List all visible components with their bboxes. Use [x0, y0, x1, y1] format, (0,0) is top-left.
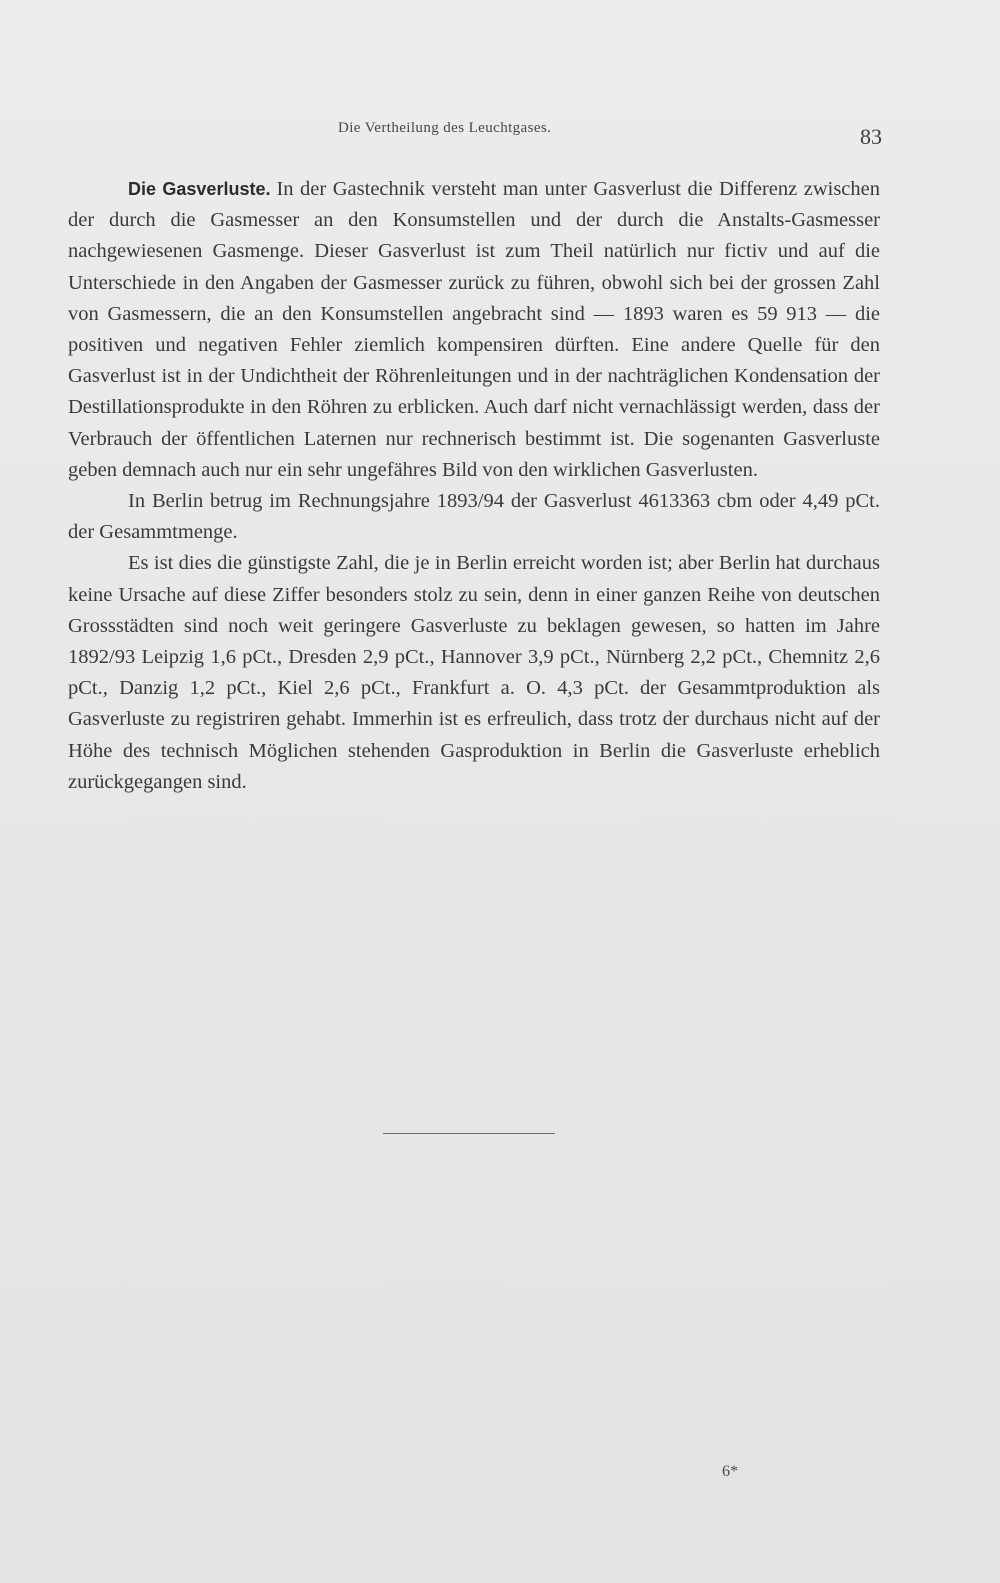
section-gasverluste	[68, 174, 880, 798]
page-number: 83	[860, 124, 882, 149]
paragraph-3: Es ist dies die günstigste Zahl, die je in Berlin erreicht worden ist; aber Berlin hat durchaus keine Ursache auf diese Ziffer besonders stolz zu sein, denn in einer ganzen Reihe von deutschen Grossstädten sind noch weit geringere Gasverluste zu beklagen gewesen, so hatten im Jahre 1892/93 Leipzig 1,6 pCt., Dresden 2,9 pCt., Hannover 3,9 pCt., Nürnberg 2,2 pCt., Chemnitz 2,6 pCt., Danzig 1,2 pCt., Kiel 2,6 pCt., Frankfurt a. O. 4,3 pCt. der Gesammtproduktion als Gasverluste zu registriren gehabt. Immerhin ist es erfreulich, dass trotz der durchaus nicht auf der Höhe des technisch Möglichen stehenden Gasproduktion in Berlin die Gasverluste erheblich zurückgegangen sind.	[68, 552, 880, 793]
paragraph-1	[68, 174, 880, 486]
section-heading: Die Gasverluste.	[128, 179, 271, 199]
paragraph-1-text: In der Gastechnik versteht man unter Gasverlust die Differenz zwischen der durch die Gasmesser an den Konsumstellen und der durch die Anstalts-Gasmesser nachgewiesenen Gasmenge. Dieser Gasverlust ist zum Theil natürlich nur fictiv und auf die Unterschiede in den Angaben der Gasmesser zurück zu führen, obwohl sich bei der grossen Zahl von Gasmessern, die an den Konsumstellen angebracht sind — 1893 waren es 59 913 — die positiven und negativen Fehler ziemlich kompensiren dürften. Eine andere Quelle für den Gasverlust ist in der Undichtheit der Röhrenleitungen und in der nachträglichen Kondensation der Destillationsprodukte in den Röhren zu erblicken. Auch darf nicht vernachlässigt werden, dass der Verbrauch der öffentlichen Laternen nur rechnerisch bestimmt ist. Die sogenanten Gasverluste geben demnach auch nur ein sehr ungefähres Bild von den wirklichen Gasverlusten.	[68, 178, 880, 481]
running-title: Die Vertheilung des Leuchtgases.	[338, 120, 552, 136]
signature-mark: 6*	[722, 1463, 738, 1480]
paragraph-2: In Berlin betrug im Rechnungsjahre 1893/94 der Gasverlust 4613363 cbm oder 4,49 pCt. der Gesammtmenge.	[68, 490, 880, 544]
section-end-rule	[383, 1133, 555, 1134]
